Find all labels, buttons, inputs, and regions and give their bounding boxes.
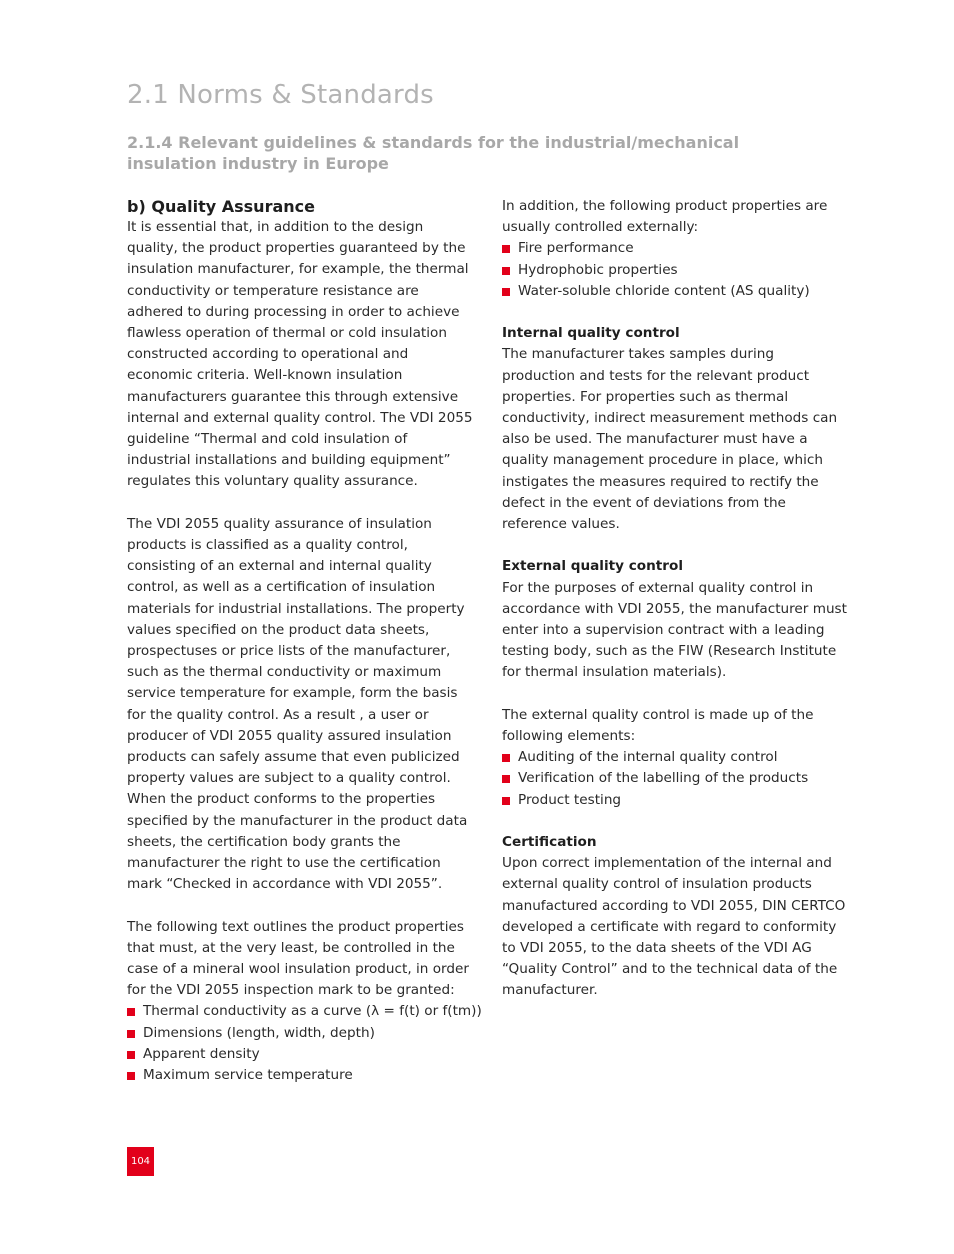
- list-item: Maximum service temperature: [127, 1065, 475, 1086]
- bullet-square-icon: [502, 754, 510, 762]
- list-item: Apparent density: [127, 1044, 475, 1065]
- certification-text: Upon correct implementation of the internal and external quality control of insulation products manufactured according to VDI 2055, DIN CERTCO developed a certificate with regard to conformity to VDI 2055, to the data sheets of the VDI AG “Quality Control” and to the technical data of the manufacturer.: [502, 855, 846, 999]
- external-properties-list: [502, 238, 847, 302]
- external-elements-list: [502, 747, 847, 811]
- list-item: Product testing: [502, 790, 847, 811]
- list-item: Thermal conductivity as a curve (λ = f(t) or f(tm)): [127, 1001, 475, 1022]
- bullet-square-icon: [502, 797, 510, 805]
- list-item: Verification of the labelling of the products: [502, 768, 847, 789]
- bullet-square-icon: [127, 1072, 135, 1080]
- external-quality-control-text: For the purposes of external quality control in accordance with VDI 2055, the manufacturer must enter into a supervision contract with a leading testing body, such as the FIW (Research Institute for thermal insulation materials).: [502, 579, 847, 681]
- external-properties-intro: In addition, the following product properties are usually controlled externally:: [502, 198, 828, 236]
- section-subtitle: 2.1.4 Relevant guidelines & standards for the industrial/mechanical insulation industry in Europe: [127, 133, 740, 173]
- bullet-square-icon: [502, 288, 510, 296]
- bullet-square-icon: [502, 267, 510, 275]
- properties-paragraph: The following text outlines the product properties that must, at the very least, be controlled in the case of a mineral wool insulation product, in order for the VDI 2055 inspection mark to be granted:: [127, 918, 469, 999]
- right-column: [502, 196, 847, 1002]
- bullet-square-icon: [502, 245, 510, 253]
- internal-quality-control-text: The manufacturer takes samples during production and tests for the relevant product properties. For properties such as thermal conductivity, indirect measurement methods can also be used. The manufacturer must have a quality management procedure in place, which instigates the measures required to rectify the defect in the event of deviations from the reference values.: [502, 346, 838, 533]
- intro-paragraph: It is essential that, in addition to the design quality, the product properties guaranteed by the insulation manufacturer, for example, the thermal conductivity or temperature resistance are adhered to during processing in order to achieve flawless operation of thermal or cold insulation constructed according to operational and economic criteria. Well-known insulation manufacturers guarantee this through extensive internal and external quality control. The VDI 2055 guideline “Thermal and cold insulation of industrial installations and building equipment” regulates this voluntary quality assurance.: [127, 219, 473, 490]
- list-item: Fire performance: [502, 238, 847, 259]
- page-title: 2.1 Norms & Standards: [127, 80, 434, 110]
- vdi-paragraph: The VDI 2055 quality assurance of insulation products is classified as a quality control, consisting of an external and internal quality control, as well as a certification of insulation materials for industrial installations. The property values specified on the product data sheets, prospectuses or price lists of the manufacturer, such as the thermal conductivity or maximum service temperature for example, form the basis for the quality control. As a result , a user or producer of VDI 2055 quality assured insulation products can safely assume that even publicized property values are subject to a quality control. When the product conforms to the properties specified by the manufacturer in the product data sheets, the certification body grants the manufacturer the right to use the certification mark “Checked in accordance with VDI 2055”.: [127, 515, 468, 893]
- left-column: [127, 196, 482, 1086]
- page-number: 104: [127, 1147, 154, 1176]
- internal-quality-control-heading: Internal quality control: [502, 325, 680, 342]
- certification-heading: Certification: [502, 834, 597, 851]
- bullet-square-icon: [502, 775, 510, 783]
- list-item: Hydrophobic properties: [502, 260, 847, 281]
- bullet-square-icon: [127, 1051, 135, 1059]
- properties-list: [127, 1001, 482, 1086]
- list-item: Auditing of the internal quality control: [502, 747, 847, 768]
- external-quality-control-heading: External quality control: [502, 558, 683, 575]
- list-item: Water-soluble chloride content (AS quality): [502, 281, 847, 302]
- quality-assurance-heading: b) Quality Assurance: [127, 197, 315, 216]
- external-elements-intro: The external quality control is made up of the following elements:: [502, 706, 814, 745]
- bullet-square-icon: [127, 1030, 135, 1038]
- bullet-square-icon: [127, 1008, 135, 1016]
- list-item: Dimensions (length, width, depth): [127, 1023, 475, 1044]
